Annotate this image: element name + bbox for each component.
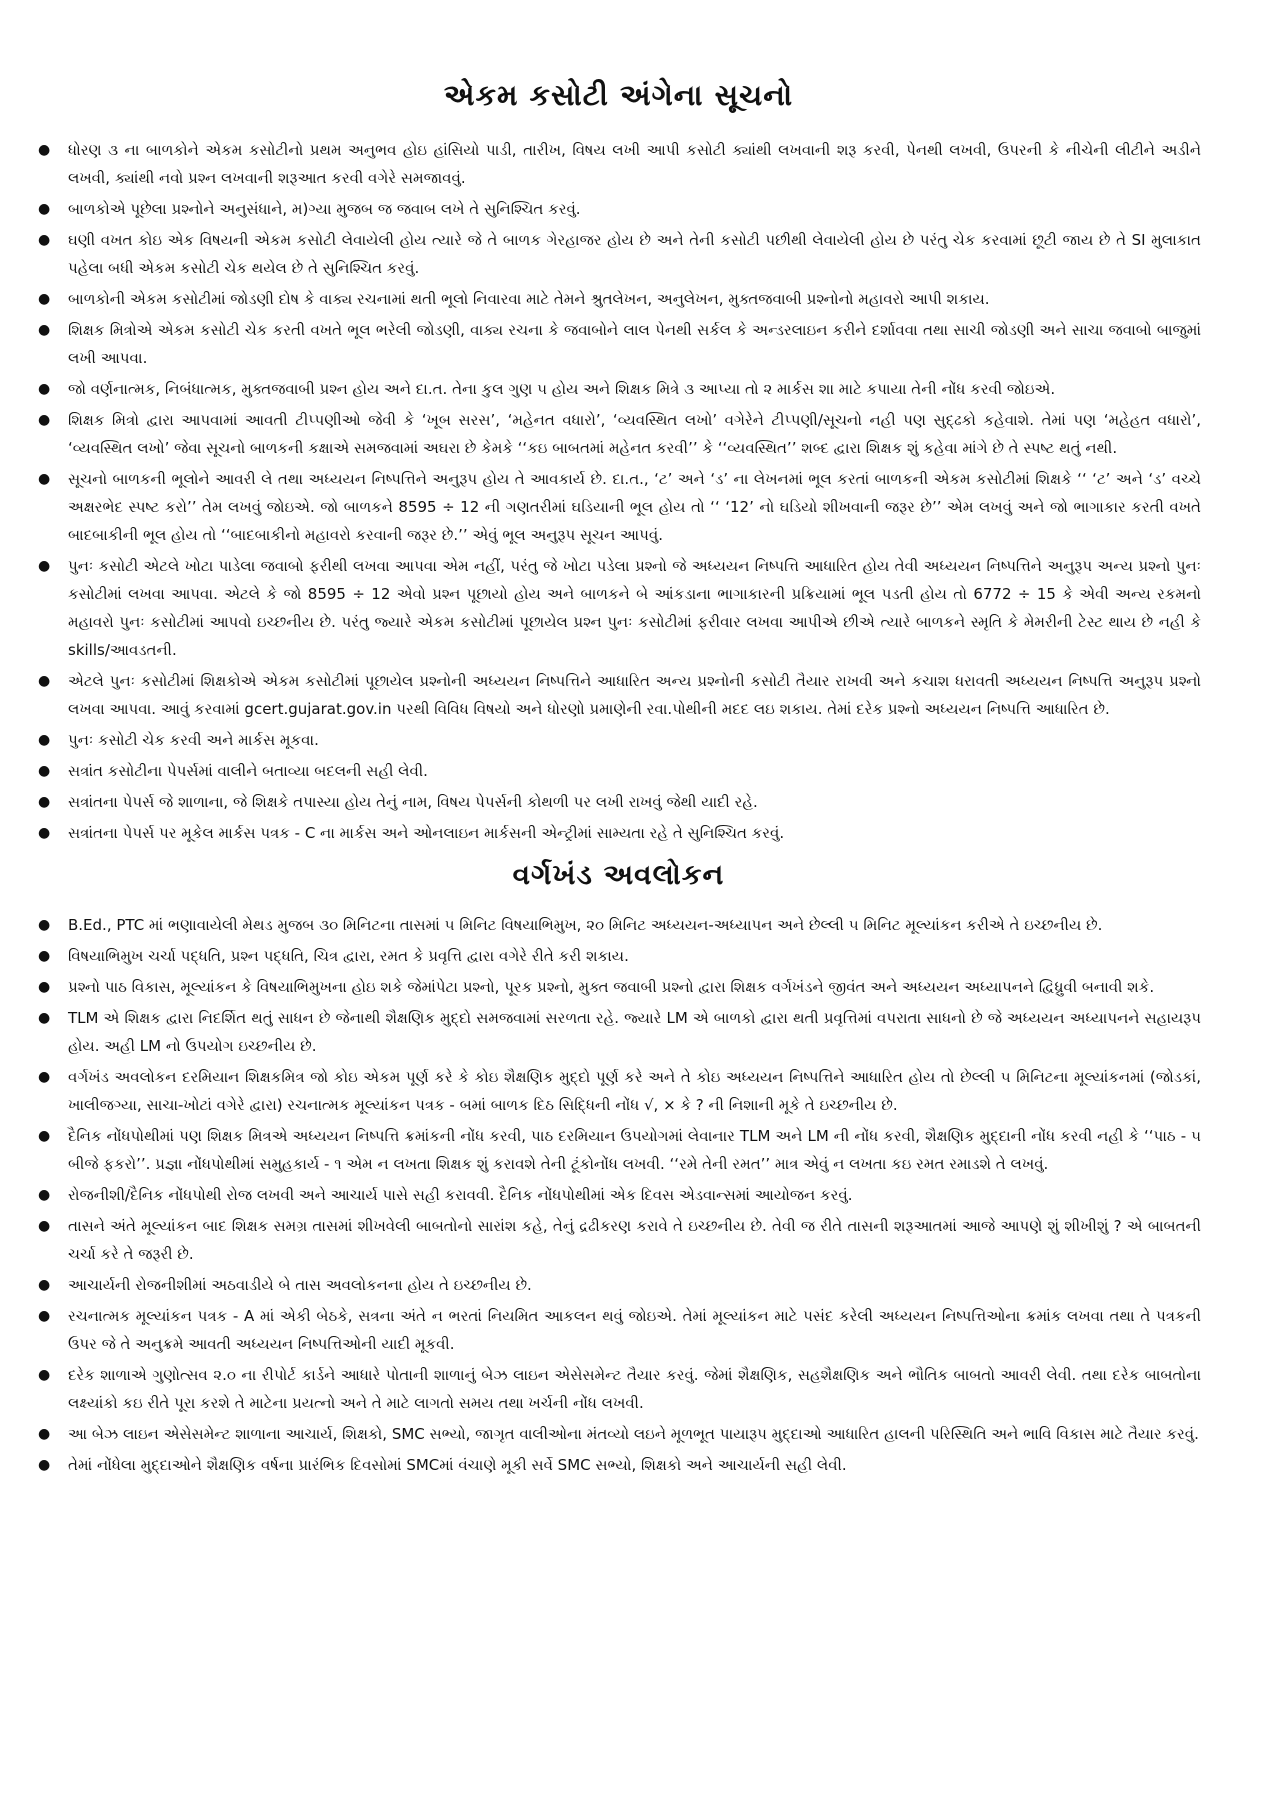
bullet-icon: ● (38, 673, 51, 689)
list-item (36, 1122, 1201, 1178)
list-item (36, 788, 1201, 816)
list-item (36, 1271, 1201, 1299)
list-item (36, 726, 1201, 754)
list-item (36, 819, 1201, 847)
bullet-icon: ● (38, 1277, 51, 1293)
list-item-text: રોજનીશી/દૈનિક નોંધપોથી રોજ લખવી અને આચાર્ય પાસે સહી કરાવવી. દૈનિક નોંધપોથીમાં એક દિવસ એડવાન્સમાં આયોજન કરવું. (68, 1186, 853, 1204)
list-item (36, 406, 1201, 462)
bullet-icon: ● (38, 322, 51, 338)
list-item-text: TLM એ શિક્ષક દ્વારા નિદર્શિત થતું સાધન છે જેનાથી શૈક્ષણિક મુદ્દો સમજવામાં સરળતા રહે. જ્યારે LM એ બાળકો દ્વારા થતી પ્રવૃત્તિમાં વપરાતા સાધનો છે જે અધ્યયન અધ્યાપનને સહાયરૂપ હોય. અહી LM નો ઉપયોગ ઇચ્છનીય છે. (68, 1009, 1201, 1055)
list-item (36, 911, 1201, 939)
list-item (36, 136, 1201, 192)
bullet-icon: ● (38, 201, 51, 217)
list-item-text: સૂચનો બાળકની ભૂલોને આવરી લે તથા અધ્યયન નિષ્પત્તિને અનુરૂપ હોય તે આવકાર્ય છે. દા.ત., ‘ટ’ અને ‘ડ’ ના લેખનમાં ભૂલ કરતાં બાળકની એકમ કસોટીમાં શિક્ષકે ‘‘ ‘ટ’ અને ‘ડ’ વચ્ચે અક્ષરભેદ સ્પષ્ટ કરો’’ તેમ લખવું જોઇએ. જો બાળકને 8595 ÷ 12 ની ગણતરીમાં ઘડિયાની ભૂલ હોય તો ‘‘ ‘12’ નો ઘડિયો શીખવાની જરૂર છે’’ એમ લખવું અને જો ભાગાકાર કરતી વખતે બાદબાકીની ભૂલ હોય તો ‘‘બાદબાકીનો મહાવરો કરવાની જરૂર છે.’’ એવું ભૂલ અનુરૂપ સૂચન આપવું. (68, 470, 1201, 544)
list-item-text: શિક્ષક મિત્રો દ્વારા આપવામાં આવતી ટીપ્પણીઓ જેવી કે ‘ખૂબ સરસ’, ‘મહેનત વધારો’, ‘વ્યવસ્થિત લખો’ વગેરેને ટીપ્પણી/સૂચનો નહી પણ સુદ્ઢકો કહેવાશે. તેમાં પણ ‘મહેહત વધારો’, ‘વ્યવસ્થિત લખો’ જેવા સૂચનો બાળકની કક્ષાએ સમજવામાં અઘરા છે કેમકે ‘‘કઇ બાબતમાં મહેનત કરવી’’ કે ‘‘વ્યવસ્થિત’’ શબ્દ દ્વારા શિક્ષક શું કહેવા માંગે છે તે સ્પષ્ટ થતું નથી. (68, 411, 1201, 457)
list-item (36, 316, 1201, 372)
bullet-icon: ● (38, 1069, 51, 1085)
bullet-icon: ● (38, 948, 51, 964)
bullet-icon: ● (38, 917, 51, 933)
list-item (36, 1302, 1201, 1358)
list-item-text: પ્રશ્નો પાઠ વિકાસ, મૂલ્યાંકન કે વિષયાભિમુખના હોઇ શકે જેમાંપેટા પ્રશ્નો, પૂરક પ્રશ્નો, મુક્ત જવાબી પ્રશ્નો દ્વારા શિક્ષક વર્ગખંડને જીવંત અને અધ્યયન અધ્યાપનને દ્વિધ્રુવી બનાવી શકે. (68, 978, 1155, 996)
list-item (36, 552, 1201, 664)
bullet-icon: ● (38, 471, 51, 487)
list-item (36, 465, 1201, 549)
list-item (36, 1451, 1201, 1479)
bullet-icon: ● (38, 1367, 51, 1383)
list-item-text: રચનાત્મક મૂલ્યાંકન પત્રક - A માં એકી બેઠકે, સત્રના અંતે ન ભરતાં નિયમિત આકલન થવું જોઇએ. તેમાં મૂલ્યાંકન માટે પસંદ કરેલી અધ્યયન નિષ્પત્તિઓના ક્રમાંક લખવા તથા તે પત્રકની ઉપર જે તે અનુક્રમે આવતી અધ્યયન નિષ્પત્તિઓની યાદી મૂકવી. (68, 1307, 1201, 1353)
bullet-icon: ● (38, 1426, 51, 1442)
list-item (36, 1212, 1201, 1268)
list-item (36, 195, 1201, 223)
list-item-text: જો વર્ણનાત્મક, નિબંધાત્મક, મુક્તજવાબી પ્રશ્ન હોય અને દા.ત. તેના કુલ ગુણ ૫ હોય અને શિક્ષક મિત્રે ૩ આપ્યા તો ૨ માર્કસ શા માટે કપાયા તેની નોંધ કરવી જોઇએ. (68, 380, 1056, 398)
list-item-text: બાળકોની એકમ કસોટીમાં જોડણી દોષ કે વાક્ય રચનામાં થતી ભૂલો નિવારવા માટે તેમને શ્રુતલેખન, અનુલેખન, મુક્તજવાબી પ્રશ્નોનો મહાવરો આપી શકાય. (68, 290, 990, 308)
list-item (36, 757, 1201, 785)
bullet-icon: ● (38, 763, 51, 779)
list-item-text: સત્રાંત કસોટીના પેપર્સમાં વાલીને બતાવ્યા બદલની સહી લેવી. (68, 762, 428, 780)
bullet-icon: ● (38, 732, 51, 748)
bullet-icon: ● (38, 1187, 51, 1203)
list-item (36, 1063, 1201, 1119)
bullet-icon: ● (38, 291, 51, 307)
bullet-icon: ● (38, 1308, 51, 1324)
bullet-icon: ● (38, 142, 51, 158)
list-item (36, 1004, 1201, 1060)
list-item-text: વિષયાભિમુખ ચર્ચા પદ્ધતિ, પ્રશ્ન પદ્ધતિ, ચિત્ર દ્વારા, રમત કે પ્રવૃત્તિ દ્વારા વગેરે રીતે કરી શકાય. (68, 947, 629, 965)
list-item-text: દરેક શાળાએ ગુણોત્સવ ૨.૦ ના રીપોર્ટ કાર્ડને આધારે પોતાની શાળાનું બેઝ લાઇન એસેસમેન્ટ તૈયાર કરવું. જેમાં શૈક્ષણિક, સહશૈક્ષણિક અને ભૌતિક બાબતો આવરી લેવી. તથા દરેક બાબતોના લક્ષ્યાંકો કઇ રીતે પૂરા કરશે તે માટેના પ્રયત્નો અને તે માટે લાગતો સમય તથા ખર્ચની નોંધ લખવી. (68, 1366, 1201, 1412)
bullet-icon: ● (38, 825, 51, 841)
list-item-text: તેમાં નોંધેલા મુદ્દાઓને શૈક્ષણિક વર્ષના પ્રારંભિક દિવસોમાં SMCમાં વંચાણે મૂકી સર્વે SMC સભ્યો, શિક્ષકો અને આચાર્યની સહી લેવી. (68, 1456, 847, 1474)
section-title-classroom-observation: વર્ગખંડ અવલોકન (512, 858, 725, 891)
list-item-text: દૈનિક નોંધપોથીમાં પણ શિક્ષક મિત્રએ અધ્યયન નિષ્પત્તિ ક્રમાંકની નોંધ કરવી, પાઠ દરમિયાન ઉપયોગમાં લેવાનાર TLM અને LM ની નોંધ કરવી, શૈક્ષણિક મુદ્દાની નોંધ કરવી નહી કે ‘‘પાઠ - ૫ બીજે ફકરો’’. પ્રજ્ઞા નોંધપોથીમાં સમુહકાર્ય - ૧ એમ ન લખતા શિક્ષક શું કરાવશે તેની ટૂંકોનોંધ લખવી. ‘‘રમે તેની રમત’’ માત્ર એવું ન લખતા કઇ રમત રમાડશે તે લખવું. (68, 1127, 1201, 1173)
bullet-icon: ● (38, 979, 51, 995)
bullet-icon: ● (38, 1457, 51, 1473)
list-item-text: તાસને અંતે મૂલ્યાંકન બાદ શિક્ષક સમગ્ર તાસમાં શીખવેલી બાબતોનો સારાંશ કહે, તેનું દ્રઢીકરણ કરાવે તે ઇચ્છનીય છે. તેવી જ રીતે તાસની શરૂઆતમાં આજે આપણે શું શીખીશું ? એ બાબતની ચર્ચા કરે તે જરૂરી છે. (68, 1217, 1201, 1263)
list-item-text: પુનઃ કસોટી એટલે ખોટા પાડેલા જવાબો ફરીથી લખવા આપવા એમ નહીં, પરંતુ જે ખોટા પડેલા પ્રશ્નો જે અધ્યયન નિષ્પત્તિ આધારિત હોય તેવી અધ્યયન નિષ્પત્તિને અનુરૂપ અન્ય પ્રશ્નો પુનઃ કસોટીમાં લખવા આપવા. એટલે કે જો 8595 ÷ 12 એવો પ્રશ્ન પૂછાયો હોય અને બાળકને બે આંકડાના ભાગાકારની પ્રક્રિયામાં ભૂલ પડતી હોય તો 6772 ÷ 15 કે એવી અન્ય રકમનો મહાવરો પુનઃ કસોટીમાં આપવો ઇચ્છનીય છે. પરંતુ જ્યારે એકમ કસોટીમાં પૂછાયેલ પ્રશ્ન પુનઃ કસોટીમાં ફરીવાર લખવા આપીએ છીએ ત્યારે બાળકને સ્મૃતિ કે મેમરીની ટેસ્ટ થાય છે નહી કે skills/આવડતની. (68, 557, 1201, 659)
list-item-text: વર્ગખંડ અવલોકન દરમિયાન શિક્ષકમિત્ર જો કોઇ એકમ પૂર્ણ કરે કે કોઇ શૈક્ષણિક મુદ્દો પૂર્ણ કરે અને તે કોઇ અધ્યયન નિષ્પત્તિને આધારિત હોય તો છેલ્લી ૫ મિનિટના મૂલ્યાંકનમાં (જોડકાં, ખાલીજગ્યા, સાચા-ખોટાં વગેરે દ્વારા) રચનાત્મક મૂલ્યાંકન પત્રક - બમાં બાળક દિઠ સિદ્ધિની નોંધ √, × કે ? ની નિશાની મૂકે તે ઇચ્છનીય છે. (68, 1068, 1201, 1114)
list-item-text: ધોરણ ૩ ના બાળકોને એકમ કસોટીનો પ્રથમ અનુભવ હોઇ હાંસિયો પાડી, તારીખ, વિષય લખી આપી કસોટી ક્યાંથી લખવાની શરૂ કરવી, પેનથી લખવી, ઉપરની કે નીચેની લીટીને અડીને લખવી, ક્યાંથી નવો પ્રશ્ન લખવાની શરૂઆત કરવી વગેરે સમજાવવું. (68, 141, 1201, 187)
unit-test-instructions-list (36, 136, 1201, 847)
list-item-text: B.Ed., PTC માં ભણાવાયેલી મેથડ મુજબ ૩૦ મિનિટના તાસમાં ૫ મિનિટ વિષયાભિમુખ, ૨૦ મિનિટ અધ્યયન-અધ્યાપન અને છેલ્લી ૫ મિનિટ મૂલ્યાંકન કરીએ તે ઇચ્છનીય છે. (68, 916, 1103, 934)
list-item (36, 285, 1201, 313)
bullet-icon: ● (38, 1010, 51, 1026)
list-item (36, 942, 1201, 970)
list-item-text: ઘણી વખત કોઇ એક વિષયની એકમ કસોટી લેવાયેલી હોય ત્યારે જે તે બાળક ગેરહાજર હોય છે અને તેની કસોટી પછીથી લેવાયેલી હોય છે પરંતુ ચેક કરવામાં છૂટી જાય છે તે SI મુલાકાત પહેલા બધી એકમ કસોટી ચેક થયેલ છે તે સુનિશ્ચિત કરવું. (68, 231, 1201, 277)
bullet-icon: ● (38, 232, 51, 248)
bullet-icon: ● (38, 412, 51, 428)
list-item-text: આચાર્યની રોજનીશીમાં અઠવાડીયે બે તાસ અવલોકનના હોય તે ઇચ્છનીય છે. (68, 1276, 532, 1294)
list-item (36, 1361, 1201, 1417)
list-item (36, 1420, 1201, 1448)
list-item (36, 973, 1201, 1001)
list-item-text: પુનઃ કસોટી ચેક કરવી અને માર્કસ મૂકવા. (68, 731, 319, 749)
bullet-icon: ● (38, 381, 51, 397)
list-item-text: એટલે પુનઃ કસોટીમાં શિક્ષકોએ એકમ કસોટીમાં પૂછાયેલ પ્રશ્નોની અધ્યયન નિષ્પત્તિને આધારિત અન્ય પ્રશ્નોની કસોટી તૈયાર રાખવી અને કચાશ ધરાવતી અધ્યયન નિષ્પત્તિ અનુરૂપ પ્રશ્નો લખવા આપવા. આવું કરવામાં gcert.gujarat.gov.in પરથી વિવિધ વિષયો અને ધોરણો પ્રમાણેની રવા.પોથીની મદદ લઇ શકાય. તેમાં દરેક પ્રશ્નો અધ્યયન નિષ્પત્તિ આધારિત છે. (68, 672, 1201, 718)
list-item (36, 667, 1201, 723)
list-item (36, 1181, 1201, 1209)
section-title-unit-test-instructions: એકમ કસોટી અંગેના સૂચનો (443, 78, 794, 112)
list-item-text: શિક્ષક મિત્રોએ એકમ કસોટી ચેક કરતી વખતે ભૂલ ભરેલી જોડણી, વાક્ય રચના કે જવાબોને લાલ પેનથી સર્કલ કે અન્ડરલાઇન કરીને દર્શાવવા તથા સાચી જોડણી અને સાચા જવાબો બાજુમાં લખી આપવા. (68, 321, 1201, 367)
list-item-text: આ બેઝ લાઇન એસેસમેન્ટ શાળાના આચાર્ય, શિક્ષકો, SMC સભ્યો, જાગૃત વાલીઓના મંતવ્યો લઇને મૂળભૂત પાયારૂપ મુદ્દાઓ આધારિત હાલની પરિસ્થિતિ અને ભાવિ વિકાસ માટે તૈયાર કરવું. (68, 1425, 1199, 1443)
bullet-icon: ● (38, 558, 51, 574)
list-item-text: બાળકોએ પૂછેલા પ્રશ્નોને અનુસંધાને, મ)ગ્યા મુજબ જ જવાબ લખે તે સુનિશ્ચિત કરવું. (68, 200, 581, 218)
list-item-text: સત્રાંતના પેપર્સ જે શાળાના, જે શિક્ષકે તપાસ્યા હોય તેનું નામ, વિષય પેપર્સની કોથળી પર લખી રાખવું જેથી યાદી રહે. (68, 793, 758, 811)
bullet-icon: ● (38, 1128, 51, 1144)
list-item-text: સત્રાંતના પેપર્સ પર મૂકેલ માર્કસ પત્રક - C ના માર્કસ અને ઓનલાઇન માર્કસની એન્ટ્રીમાં સામ્યતા રહે તે સુનિશ્ચિત કરવું. (68, 824, 785, 842)
bullet-icon: ● (38, 1218, 51, 1234)
classroom-observation-list (36, 911, 1201, 1479)
list-item (36, 375, 1201, 403)
list-item (36, 226, 1201, 282)
bullet-icon: ● (38, 794, 51, 810)
